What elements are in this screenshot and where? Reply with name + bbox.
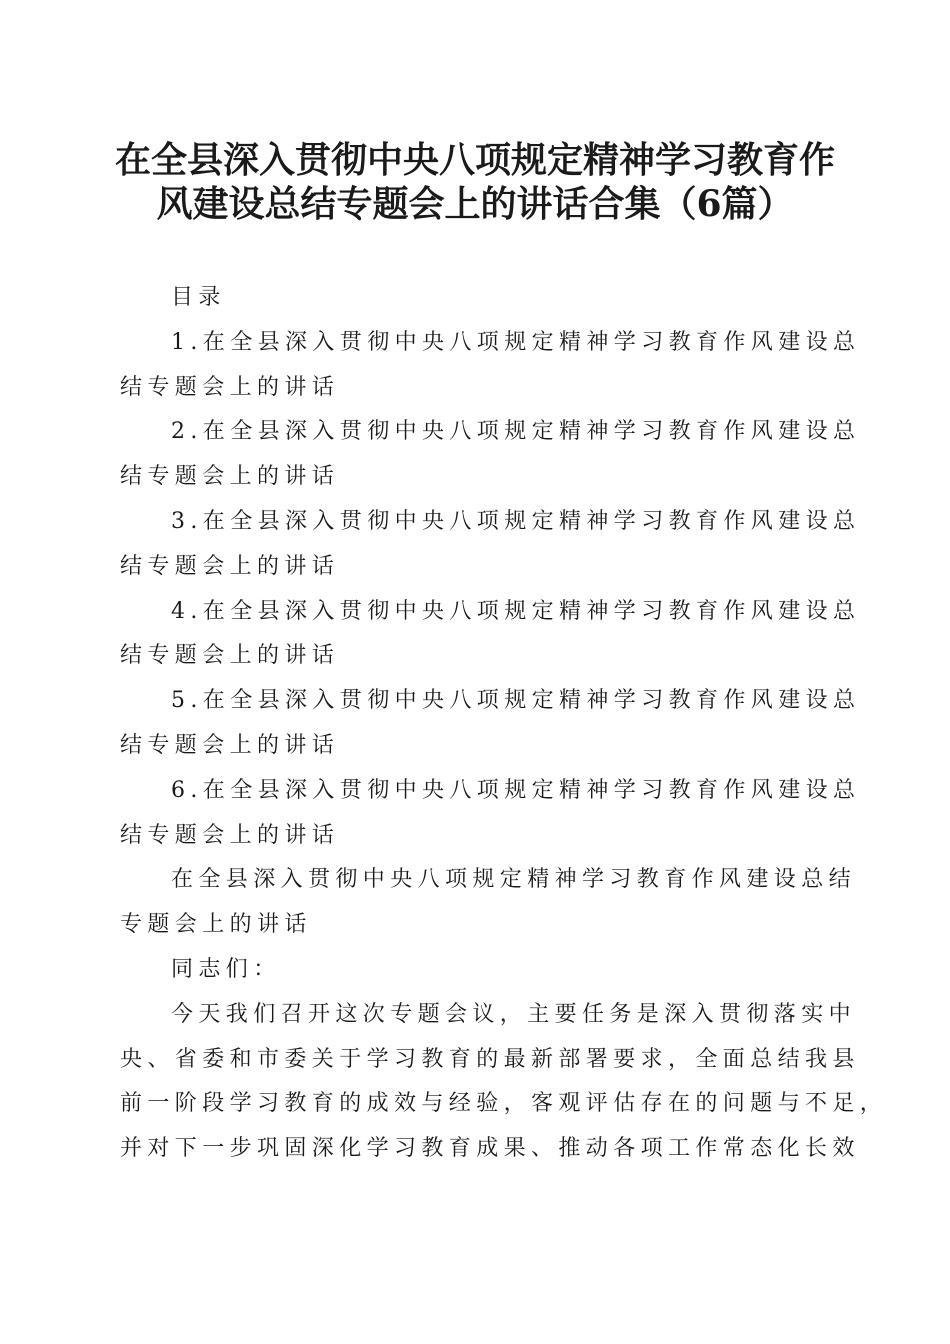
toc-item-line: 3.在全县深入贯彻中央八项规定精神学习教育作风建设总 — [171, 508, 861, 534]
toc-item-line: 6.在全县深入贯彻中央八项规定精神学习教育作风建设总 — [171, 777, 861, 803]
toc-item-line: 结专题会上的讲话 — [120, 464, 340, 490]
body-paragraph — [120, 993, 888, 1172]
toc-item — [120, 500, 861, 590]
toc-item-line: 结专题会上的讲话 — [120, 643, 340, 669]
salutation: 同志们： — [171, 956, 281, 982]
title-line-1: 在全县深入贯彻中央八项规定精神学习教育作 — [114, 139, 835, 181]
section-heading — [120, 858, 857, 948]
toc-item — [120, 410, 861, 500]
section-heading-line: 在全县深入贯彻中央八项规定精神学习教育作风建设总结 — [171, 867, 857, 893]
toc-item-line: 2.在全县深入贯彻中央八项规定精神学习教育作风建设总 — [171, 419, 861, 445]
toc-item-line: 结专题会上的讲话 — [120, 553, 340, 579]
toc-heading: 目录 — [171, 285, 226, 310]
toc-item — [120, 590, 861, 680]
toc-item-line: 4.在全县深入贯彻中央八项规定精神学习教育作风建设总 — [171, 598, 861, 624]
toc-item-line: 结专题会上的讲话 — [120, 822, 340, 848]
toc-item-line: 5.在全县深入贯彻中央八项规定精神学习教育作风建设总 — [171, 688, 861, 714]
toc-item-line: 1.在全县深入贯彻中央八项规定精神学习教育作风建设总 — [171, 329, 861, 355]
toc-item — [120, 679, 861, 769]
document-body — [120, 276, 888, 1172]
toc-item-line: 结专题会上的讲话 — [120, 732, 340, 758]
document-title — [110, 138, 840, 226]
title-line-2: 风建设总结专题会上的讲话合集（6篇） — [156, 183, 794, 225]
paragraph-line: 今天我们召开这次专题会议，主要任务是深入贯彻落实中 — [171, 1001, 857, 1027]
paragraph-line: 前一阶段学习教育的成效与经验，客观评估存在的问题与不足， — [120, 1091, 888, 1117]
toc-item — [120, 321, 861, 411]
toc-item-line: 结专题会上的讲话 — [120, 374, 340, 400]
section-heading-line: 专题会上的讲话 — [120, 912, 312, 938]
paragraph-line: 并对下一步巩固深化学习教育成果、推动各项工作常态化长效 — [120, 1136, 860, 1162]
paragraph-line: 央、省委和市委关于学习教育的最新部署要求，全面总结我县 — [120, 1046, 860, 1072]
toc-item — [120, 769, 861, 859]
